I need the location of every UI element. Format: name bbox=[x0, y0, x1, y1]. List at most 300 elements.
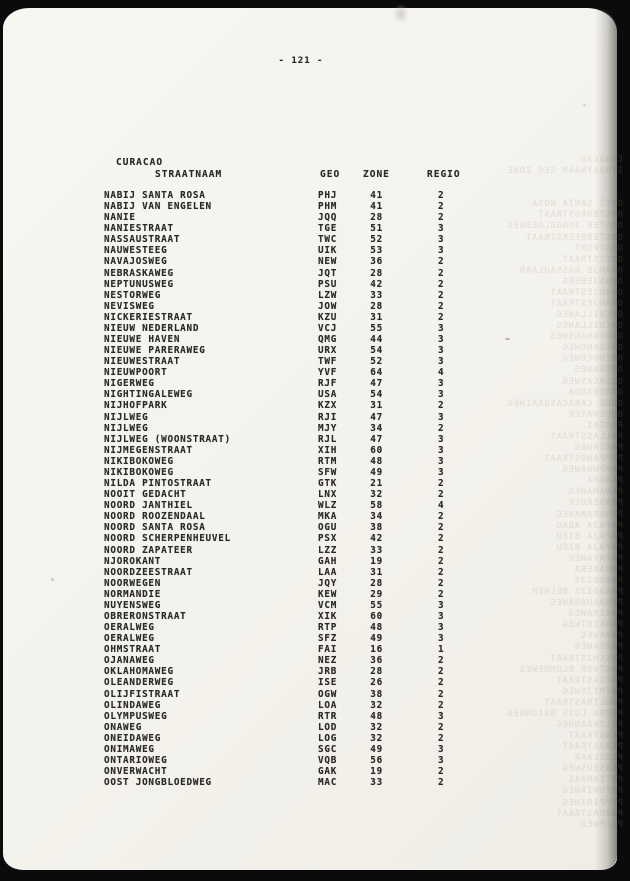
zone-value: 31 bbox=[370, 566, 383, 578]
geo-code: ISE bbox=[318, 677, 338, 689]
table-row bbox=[104, 567, 464, 578]
table-column-headers bbox=[3, 169, 617, 181]
zone-value: 33 bbox=[370, 544, 383, 556]
geo-code: GAK bbox=[318, 766, 338, 778]
regio-value: 3 bbox=[438, 322, 445, 334]
table-row bbox=[104, 766, 464, 777]
regio-value: 2 bbox=[438, 489, 445, 501]
zone-value: 47 bbox=[370, 378, 383, 390]
street-name: NIJLWEG bbox=[104, 411, 149, 423]
ghost-text-line: ORCHILLAWEG bbox=[555, 321, 623, 332]
regio-value: 3 bbox=[438, 710, 445, 722]
ghost-text-line: PERASTRAAT bbox=[561, 742, 623, 753]
geo-code: MJY bbox=[318, 422, 338, 434]
regio-value: 2 bbox=[438, 478, 445, 490]
regio-value: 4 bbox=[438, 500, 445, 512]
table-row bbox=[104, 290, 464, 301]
regio-value: 2 bbox=[438, 400, 445, 412]
street-name: NIGHTINGALEWEG bbox=[104, 389, 193, 401]
table-row bbox=[104, 389, 464, 400]
zone-value: 41 bbox=[370, 190, 383, 201]
regio-value: 2 bbox=[438, 699, 445, 711]
street-name: NOORD ZAPATEER bbox=[104, 544, 193, 556]
zone-value: 47 bbox=[370, 433, 383, 445]
geo-code: OGW bbox=[318, 688, 338, 700]
street-name: ONVERWACHT bbox=[104, 766, 168, 778]
regio-value: 3 bbox=[438, 245, 445, 257]
geo-code: LZZ bbox=[318, 544, 338, 556]
ghost-text-line: PAULINASTRAAT bbox=[543, 697, 623, 708]
ghost-text-line: OOSTERBEEKSTRAAT bbox=[525, 232, 623, 243]
zone-value: 19 bbox=[370, 766, 383, 778]
table-row bbox=[104, 400, 464, 411]
table-row bbox=[104, 234, 464, 245]
zone-value: 55 bbox=[370, 599, 383, 611]
regio-value: 2 bbox=[438, 566, 445, 578]
ghost-text-line: PETUNIAWEG bbox=[561, 786, 623, 797]
street-name: NOORDZEESTRAAT bbox=[104, 566, 193, 578]
table-row bbox=[104, 279, 464, 290]
regio-value: 2 bbox=[438, 588, 445, 600]
regio-value: 2 bbox=[438, 533, 445, 545]
geo-code: VCM bbox=[318, 599, 338, 611]
zone-value: 49 bbox=[370, 466, 383, 478]
street-name: NOORD ROOZENDAAL bbox=[104, 511, 206, 523]
regio-value: 3 bbox=[438, 345, 445, 357]
geo-code: UIK bbox=[318, 245, 338, 257]
geo-code: LAA bbox=[318, 566, 338, 578]
regio-value: 3 bbox=[438, 389, 445, 401]
ghost-text-line: ORCHILLAWEG bbox=[555, 310, 623, 321]
street-name: OERALWEG bbox=[104, 622, 155, 634]
street-name: NUYENSWEG bbox=[104, 599, 162, 611]
regio-value: 2 bbox=[438, 212, 445, 224]
street-name: NOORWEGEN bbox=[104, 577, 162, 589]
street-name: OLEANDERWEG bbox=[104, 677, 174, 689]
street-name: NEVISWEG bbox=[104, 300, 155, 312]
street-name: NJOROKANT bbox=[104, 555, 162, 567]
street-name: NEPTUNUSWEG bbox=[104, 278, 174, 290]
zone-value: 31 bbox=[370, 400, 383, 412]
zone-value: 52 bbox=[370, 234, 383, 246]
table-row bbox=[104, 611, 464, 622]
regio-value: 3 bbox=[438, 223, 445, 235]
street-name: NIEUW NEDERLAND bbox=[104, 322, 200, 334]
ghost-text-line: ORANJESTRAAT bbox=[549, 299, 623, 310]
street-name: NESTORWEG bbox=[104, 289, 162, 301]
table-row bbox=[104, 256, 464, 267]
street-name: OLINDAWEG bbox=[104, 699, 162, 711]
regio-value: 3 bbox=[438, 622, 445, 634]
street-name: NOOIT GEDACHT bbox=[104, 489, 187, 501]
zone-value: 28 bbox=[370, 577, 383, 589]
zone-value: 28 bbox=[370, 267, 383, 279]
geo-code: SFZ bbox=[318, 633, 338, 645]
geo-code: JQY bbox=[318, 577, 338, 589]
regio-value: 2 bbox=[438, 522, 445, 534]
geo-code: RJF bbox=[318, 378, 338, 390]
street-name: ONIMAWEG bbox=[104, 743, 155, 755]
zone-value: 33 bbox=[370, 289, 383, 301]
zone-value: 28 bbox=[370, 212, 383, 224]
street-name: NIEUWE HAVEN bbox=[104, 334, 181, 346]
table-row bbox=[104, 644, 464, 655]
street-name: NIEUWE PARERAWEG bbox=[104, 345, 206, 357]
table-row bbox=[104, 478, 464, 489]
zone-value: 31 bbox=[370, 311, 383, 323]
ghost-text-line: PASTOOR BLOMMEWEG bbox=[518, 664, 623, 675]
zone-value: 36 bbox=[370, 256, 383, 268]
regio-value: 3 bbox=[438, 334, 445, 346]
geo-code: JOW bbox=[318, 300, 338, 312]
regio-value: 4 bbox=[438, 367, 445, 379]
zone-value: 54 bbox=[370, 345, 383, 357]
geo-code: LNX bbox=[318, 489, 338, 501]
ghost-text-line bbox=[417, 155, 623, 166]
table-row bbox=[104, 423, 464, 434]
street-name: ONTARIOWEG bbox=[104, 754, 168, 766]
regio-value: 2 bbox=[438, 655, 445, 667]
ghost-text-line: PARAGUANAWEG bbox=[549, 598, 623, 609]
geo-code: YVF bbox=[318, 367, 338, 379]
ghost-text-line: ORANJEBERG bbox=[561, 276, 623, 287]
geo-code: LOA bbox=[318, 699, 338, 711]
street-name: NORMANDIE bbox=[104, 588, 162, 600]
zone-value: 56 bbox=[370, 754, 383, 766]
table-row bbox=[104, 511, 464, 522]
regio-value: 2 bbox=[438, 766, 445, 778]
street-name: NOORD JANTHIEL bbox=[104, 500, 193, 512]
street-name: OJANAWEG bbox=[104, 655, 155, 667]
street-name: ONAWEG bbox=[104, 721, 143, 733]
zone-value: 49 bbox=[370, 743, 383, 755]
table-row bbox=[104, 212, 464, 223]
street-name: NIJHOFPARK bbox=[104, 400, 168, 412]
ghost-text-line: OOSTBORGSTRAAT bbox=[537, 210, 623, 221]
ghost-text-line: PADUASTRAAT bbox=[555, 808, 623, 819]
street-name: NIJMEGENSTRAAT bbox=[104, 444, 193, 456]
geo-code: MAC bbox=[318, 777, 338, 789]
table-row bbox=[104, 545, 464, 556]
table-row bbox=[104, 434, 464, 445]
geo-code: SGC bbox=[318, 743, 338, 755]
regio-value: 2 bbox=[438, 201, 445, 213]
geo-code: RTR bbox=[318, 710, 338, 722]
geo-code: KEW bbox=[318, 588, 338, 600]
street-name: OLYMPUSWEG bbox=[104, 710, 168, 722]
table-row bbox=[104, 378, 464, 389]
zone-value: 26 bbox=[370, 677, 383, 689]
table-row bbox=[104, 190, 464, 201]
ghost-text-line: PAPAJA BIEU bbox=[555, 531, 623, 542]
street-name: OOST JONGBLOEDWEG bbox=[104, 777, 212, 789]
table-row bbox=[104, 201, 464, 212]
street-name: OBRERONSTRAAT bbox=[104, 610, 187, 622]
table-row bbox=[104, 412, 464, 423]
street-name: NICKERIESTRAAT bbox=[104, 311, 193, 323]
ghost-text-line: PELIKAANWEG bbox=[555, 719, 623, 730]
header-geo: GEO bbox=[320, 169, 341, 180]
zone-value: 34 bbox=[370, 511, 383, 523]
geo-code: PHM bbox=[318, 201, 338, 213]
geo-code: KZX bbox=[318, 400, 338, 412]
geo-code: XIH bbox=[318, 444, 338, 456]
header-regio: REGIO bbox=[427, 169, 461, 180]
street-name: NIEUWPOORT bbox=[104, 367, 168, 379]
geo-code: FAI bbox=[318, 644, 338, 656]
street-name: OERALWEG bbox=[104, 633, 155, 645]
zone-value: 38 bbox=[370, 522, 383, 534]
region-title: CURACAO bbox=[116, 157, 164, 168]
header-zone: ZONE bbox=[363, 169, 390, 180]
regio-value: 3 bbox=[438, 466, 445, 478]
table-row bbox=[104, 489, 464, 500]
regio-value: 3 bbox=[438, 234, 445, 246]
ghost-text-line: PAMPANOSTRAAT bbox=[543, 454, 623, 465]
zone-value: 36 bbox=[370, 655, 383, 667]
zone-value: 32 bbox=[370, 489, 383, 501]
scan-speck bbox=[51, 578, 54, 581]
regio-value: 2 bbox=[438, 190, 445, 201]
geo-code: GTK bbox=[318, 478, 338, 490]
geo-code: TWF bbox=[318, 356, 338, 368]
zone-value: 32 bbox=[370, 699, 383, 711]
geo-code: USA bbox=[318, 389, 338, 401]
table-row bbox=[104, 334, 464, 345]
table-row bbox=[104, 700, 464, 711]
table-row bbox=[104, 245, 464, 256]
zone-value: 49 bbox=[370, 633, 383, 645]
street-name: ONEIDAWEG bbox=[104, 732, 162, 744]
regio-value: 3 bbox=[438, 356, 445, 368]
street-name: NIJLWEG bbox=[104, 422, 149, 434]
zone-value: 58 bbox=[370, 500, 383, 512]
zone-value: 42 bbox=[370, 533, 383, 545]
street-name: NIKIBOKOWEG bbox=[104, 455, 174, 467]
street-name: NIGERWEG bbox=[104, 378, 155, 390]
regio-value: 2 bbox=[438, 300, 445, 312]
geo-code: XIK bbox=[318, 610, 338, 622]
ghost-text-line: ORANJE NASSAULAAN bbox=[518, 265, 623, 276]
street-name: NABIJ SANTA ROSA bbox=[104, 190, 206, 201]
zone-value: 19 bbox=[370, 555, 383, 567]
ghost-text-line: PARKIETWEG bbox=[561, 620, 623, 631]
regio-value: 2 bbox=[438, 777, 445, 789]
ghost-text-line: PERSEUSWEG bbox=[561, 764, 623, 775]
geo-code: LZW bbox=[318, 289, 338, 301]
regio-value: 3 bbox=[438, 433, 445, 445]
street-name: NAUWESTEEG bbox=[104, 245, 168, 257]
table-row bbox=[104, 367, 464, 378]
ghost-text-line: PASCHISTRAAT bbox=[549, 653, 623, 664]
geo-code: WLZ bbox=[318, 500, 338, 512]
ghost-text-line: OSSACASWEG bbox=[561, 376, 623, 387]
regio-value: 3 bbox=[438, 599, 445, 611]
zone-value: 32 bbox=[370, 721, 383, 733]
street-name: OHMSTRAAT bbox=[104, 644, 162, 656]
table-row bbox=[104, 689, 464, 700]
street-name: NIJLWEG (WOONSTRAAT) bbox=[104, 433, 231, 445]
table-row bbox=[104, 301, 464, 312]
ghost-text-line: ORANJESTRAAT bbox=[549, 287, 623, 298]
zone-value: 21 bbox=[370, 478, 383, 490]
zone-value: 54 bbox=[370, 389, 383, 401]
zone-value: 16 bbox=[370, 644, 383, 656]
table-row bbox=[104, 456, 464, 467]
geo-code: NEW bbox=[318, 256, 338, 268]
regio-value: 2 bbox=[438, 666, 445, 678]
table-row bbox=[104, 600, 464, 611]
ghost-text-line: PAPAJA ABAO bbox=[555, 520, 623, 531]
geo-code: TWC bbox=[318, 234, 338, 246]
street-name: NABIJ VAN ENGELEN bbox=[104, 201, 212, 213]
ghost-text-line: STRAATNAAM GEO ZONE bbox=[506, 166, 623, 177]
table-row bbox=[104, 445, 464, 456]
geo-code: SFW bbox=[318, 466, 338, 478]
zone-value: 33 bbox=[370, 777, 383, 789]
street-name: NIEUWESTRAAT bbox=[104, 356, 181, 368]
regio-value: 2 bbox=[438, 278, 445, 290]
zone-value: 51 bbox=[370, 223, 383, 235]
street-name: OLIJFISTRAAT bbox=[104, 688, 181, 700]
header-straatnaam: STRAATNAAM bbox=[155, 169, 223, 180]
street-name: NAVAJOSWEG bbox=[104, 256, 168, 268]
table-row bbox=[104, 589, 464, 600]
zone-value: 42 bbox=[370, 278, 383, 290]
ghost-text-line: OOSTSTRAAT bbox=[561, 254, 623, 265]
table-row bbox=[104, 755, 464, 766]
ghost-text-line: ORINOCOWEG bbox=[561, 354, 623, 365]
table-row bbox=[104, 223, 464, 234]
table-row bbox=[104, 777, 464, 788]
table-row bbox=[104, 666, 464, 677]
regio-value: 2 bbox=[438, 688, 445, 700]
geo-code: NEZ bbox=[318, 655, 338, 667]
table-row bbox=[104, 722, 464, 733]
regio-value: 2 bbox=[438, 289, 445, 301]
table-row bbox=[104, 312, 464, 323]
regio-value: 2 bbox=[438, 544, 445, 556]
regio-value: 2 bbox=[438, 267, 445, 279]
zone-value: 53 bbox=[370, 245, 383, 257]
street-table bbox=[104, 190, 464, 788]
geo-code: JQQ bbox=[318, 212, 338, 224]
table-row bbox=[104, 677, 464, 688]
ghost-text-line: PAMPUNAWEG bbox=[561, 465, 623, 476]
ghost-text-line: PEDRO LUIS BRIONWEG bbox=[506, 708, 623, 719]
geo-code: QMG bbox=[318, 334, 338, 346]
zone-value: 55 bbox=[370, 322, 383, 334]
regio-value: 3 bbox=[438, 444, 445, 456]
geo-code: RJI bbox=[318, 411, 338, 423]
ghost-text-line: OOSTER JONGBLOEDWEG bbox=[506, 221, 623, 232]
geo-code: RTM bbox=[318, 455, 338, 467]
regio-value: 2 bbox=[438, 256, 445, 268]
table-row bbox=[104, 500, 464, 511]
ghost-text-line: PARADIJS BELNEM bbox=[531, 587, 623, 598]
zone-value: 28 bbox=[370, 666, 383, 678]
table-row bbox=[104, 323, 464, 334]
geo-code: VCJ bbox=[318, 322, 338, 334]
ghost-text-line: OOST SANTA ROSA bbox=[531, 199, 623, 210]
geo-code: LOG bbox=[318, 732, 338, 744]
regio-value: 3 bbox=[438, 754, 445, 766]
table-row bbox=[104, 655, 464, 666]
geo-code: GAH bbox=[318, 555, 338, 567]
table-row bbox=[104, 556, 464, 567]
regio-value: 3 bbox=[438, 633, 445, 645]
zone-value: 52 bbox=[370, 356, 383, 368]
ghost-text-line: PANORAMAWEG bbox=[555, 509, 623, 520]
scan-speck bbox=[505, 338, 510, 340]
table-row bbox=[104, 467, 464, 478]
geo-code: RJL bbox=[318, 433, 338, 445]
ghost-text-line: OREGANOWEG bbox=[561, 343, 623, 354]
street-name: NOORD SANTA ROSA bbox=[104, 522, 206, 534]
geo-code: URX bbox=[318, 345, 338, 357]
geo-code: JQT bbox=[318, 267, 338, 279]
street-name: NIKIBOKOWEG bbox=[104, 466, 174, 478]
geo-code: JRB bbox=[318, 666, 338, 678]
zone-value: 38 bbox=[370, 688, 383, 700]
table-row bbox=[104, 711, 464, 722]
regio-value: 2 bbox=[438, 721, 445, 733]
street-name: NANIESTRAAT bbox=[104, 223, 174, 235]
ghost-text-line: PIMPIRIWEG bbox=[561, 797, 623, 808]
zone-value: 29 bbox=[370, 588, 383, 600]
regio-value: 2 bbox=[438, 511, 445, 523]
geo-code: OGU bbox=[318, 522, 338, 534]
regio-value: 3 bbox=[438, 743, 445, 755]
regio-value: 3 bbox=[438, 455, 445, 467]
regio-value: 1 bbox=[438, 644, 445, 656]
ghost-text-line: PATRIJSWEG bbox=[561, 686, 623, 697]
zone-value: 60 bbox=[370, 610, 383, 622]
street-name: NILDA PINTOSTRAAT bbox=[104, 478, 212, 490]
ghost-text-line: PAPAJA BIEU bbox=[555, 542, 623, 553]
zone-value: 60 bbox=[370, 444, 383, 456]
regio-value: 2 bbox=[438, 422, 445, 434]
ghost-text-line: ORDONNANSWEG bbox=[549, 332, 623, 343]
ghost-text-line: PATIASTRAAT bbox=[555, 675, 623, 686]
zone-value: 44 bbox=[370, 334, 383, 346]
table-row bbox=[104, 522, 464, 533]
scan-speck bbox=[583, 104, 586, 106]
ghost-text-line: PALLASSTRAAT bbox=[549, 431, 623, 442]
street-name: NANIE bbox=[104, 212, 136, 224]
table-row bbox=[104, 622, 464, 633]
zone-value: 48 bbox=[370, 710, 383, 722]
zone-value: 47 bbox=[370, 411, 383, 423]
ghost-text-line bbox=[417, 820, 623, 831]
table-row bbox=[104, 744, 464, 755]
regio-value: 2 bbox=[438, 577, 445, 589]
regio-value: 2 bbox=[438, 555, 445, 567]
geo-code: PHJ bbox=[318, 190, 338, 201]
geo-code: TGE bbox=[318, 223, 338, 235]
geo-code: RTP bbox=[318, 622, 338, 634]
zone-value: 48 bbox=[370, 455, 383, 467]
street-name: OKLAHOMAWEG bbox=[104, 666, 174, 678]
table-row bbox=[104, 533, 464, 544]
street-name: NASSAUSTRAAT bbox=[104, 234, 181, 246]
zone-value: 48 bbox=[370, 622, 383, 634]
zone-value: 41 bbox=[370, 201, 383, 213]
zone-value: 28 bbox=[370, 300, 383, 312]
scan-edge-shadow bbox=[595, 8, 617, 870]
street-name: NEBRASKAWEG bbox=[104, 267, 174, 279]
geo-code: PSU bbox=[318, 278, 338, 290]
